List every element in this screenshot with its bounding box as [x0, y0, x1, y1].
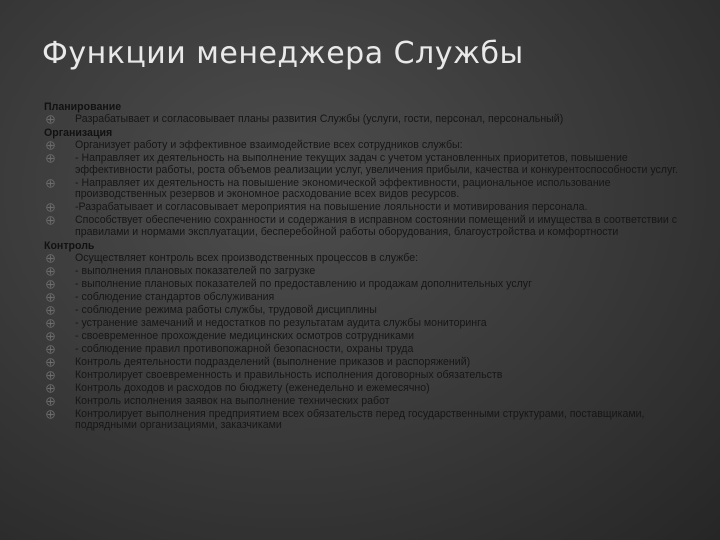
- list-item-text: - Направляет их деятельность на повышение экономической эффективности, рациональное использование производственных резервов и экономное расходование всех видов ресурсов.: [75, 176, 611, 201]
- list-item: [44, 253, 694, 265]
- circled-cross-bullet-icon: [46, 332, 55, 341]
- list-item: [44, 153, 694, 176]
- circled-cross-bullet-icon: [46, 254, 55, 263]
- circled-cross-bullet-icon: [46, 345, 55, 354]
- list-item: [44, 202, 694, 214]
- circled-cross-bullet-icon: [46, 267, 55, 276]
- circled-cross-bullet-icon: [46, 397, 55, 406]
- list-item: [44, 344, 694, 356]
- list-item-text: Контроль доходов и расходов по бюджету (еженедельно и ежемесячно): [75, 381, 430, 394]
- list-item-text: - своевременное прохождение медицинских осмотров сотрудниками: [75, 329, 415, 342]
- list-item: [44, 318, 694, 330]
- list-item: [44, 178, 694, 201]
- section-heading: Организация: [44, 126, 113, 139]
- list-item-text: - устранение замечаний и недостатков по результатам аудита службы мониторинга: [75, 316, 487, 329]
- circled-cross-bullet-icon: [46, 384, 55, 393]
- list-item: [44, 114, 694, 126]
- list-item-text: - соблюдение правил противопожарной безопасности, охраны труда: [75, 342, 414, 355]
- list-item-text: -Разрабатывает и согласовывает мероприятия на повышение лояльности и мотивирования персонала.: [75, 201, 588, 214]
- list-item-text: - Направляет их деятельность на выполнение текущих задач с учетом установленных приоритетов, повышение эффективности работы, роста объемов реализации услуг, увеличения прибыли, качества и конкурентоспособности услуг.: [75, 151, 678, 176]
- list-item: [44, 370, 694, 382]
- list-item-text: Разрабатывает и согласовывает планы развития Службы (услуги, гости, персонал, персональный): [75, 113, 564, 125]
- list-item: [44, 409, 694, 432]
- list-item: [44, 215, 694, 238]
- list-item-text: Осуществляет контроль всех производственных процессов в службе:: [75, 251, 419, 264]
- circled-cross-bullet-icon: [46, 154, 55, 163]
- circled-cross-bullet-icon: [46, 358, 55, 367]
- list-item-text: Контроль исполнения заявок на выполнение технических работ: [75, 394, 390, 407]
- list-item: [44, 140, 694, 152]
- list-item-text: Способствует обеспечению сохранности и содержания в исправном состоянии помещений и имущества в соответствии с правилами и нормами эксплуатации, бесперебойной работы оборудования, благоустройства и комфортности: [75, 214, 678, 238]
- list-item: [44, 383, 694, 395]
- list-item: [44, 396, 694, 408]
- circled-cross-bullet-icon: [46, 371, 55, 380]
- list-item-text: Контролирует выполнения предприятием всех обязательств перед государственными структурами, поставщиками, подрядными организациями, заказчиками: [75, 407, 645, 432]
- circled-cross-bullet-icon: [46, 293, 55, 302]
- section-heading: Планирование: [44, 101, 122, 113]
- list-item: [44, 292, 694, 304]
- list-item-text: Контроль деятельности подразделений (выполнение приказов и распоряжений): [75, 355, 471, 368]
- list-item: [44, 357, 694, 369]
- circled-cross-bullet-icon: [46, 319, 55, 328]
- list-item-text: - соблюдение режима работы службы, трудовой дисциплины: [75, 303, 377, 316]
- list-item: [44, 331, 694, 343]
- circled-cross-bullet-icon: [46, 280, 55, 289]
- slide-content: [44, 101, 694, 433]
- slide-title: Функции менеджера Службы: [42, 36, 524, 71]
- list-item: [44, 266, 694, 278]
- circled-cross-bullet-icon: [46, 216, 55, 225]
- list-item-text: - выполнения плановых показателей по загрузке: [75, 264, 316, 277]
- list-item-text: Организует работу и эффективное взаимодействие всех сотрудников службы:: [75, 138, 463, 151]
- circled-cross-bullet-icon: [46, 410, 55, 419]
- list-item-text: - соблюдение стандартов обслуживания: [75, 290, 275, 303]
- list-item-text: Контролирует своевременность и правильность исполнения договорных обязательств: [75, 368, 503, 381]
- circled-cross-bullet-icon: [46, 115, 55, 124]
- circled-cross-bullet-icon: [46, 141, 55, 150]
- section-heading: Контроль: [44, 239, 95, 252]
- list-item-text: - выполнение плановых показателей по предоставлению и продажам дополнительных услуг: [75, 277, 532, 290]
- circled-cross-bullet-icon: [46, 306, 55, 315]
- list-item: [44, 305, 694, 317]
- circled-cross-bullet-icon: [46, 203, 55, 212]
- list-item: [44, 279, 694, 291]
- circled-cross-bullet-icon: [46, 179, 55, 188]
